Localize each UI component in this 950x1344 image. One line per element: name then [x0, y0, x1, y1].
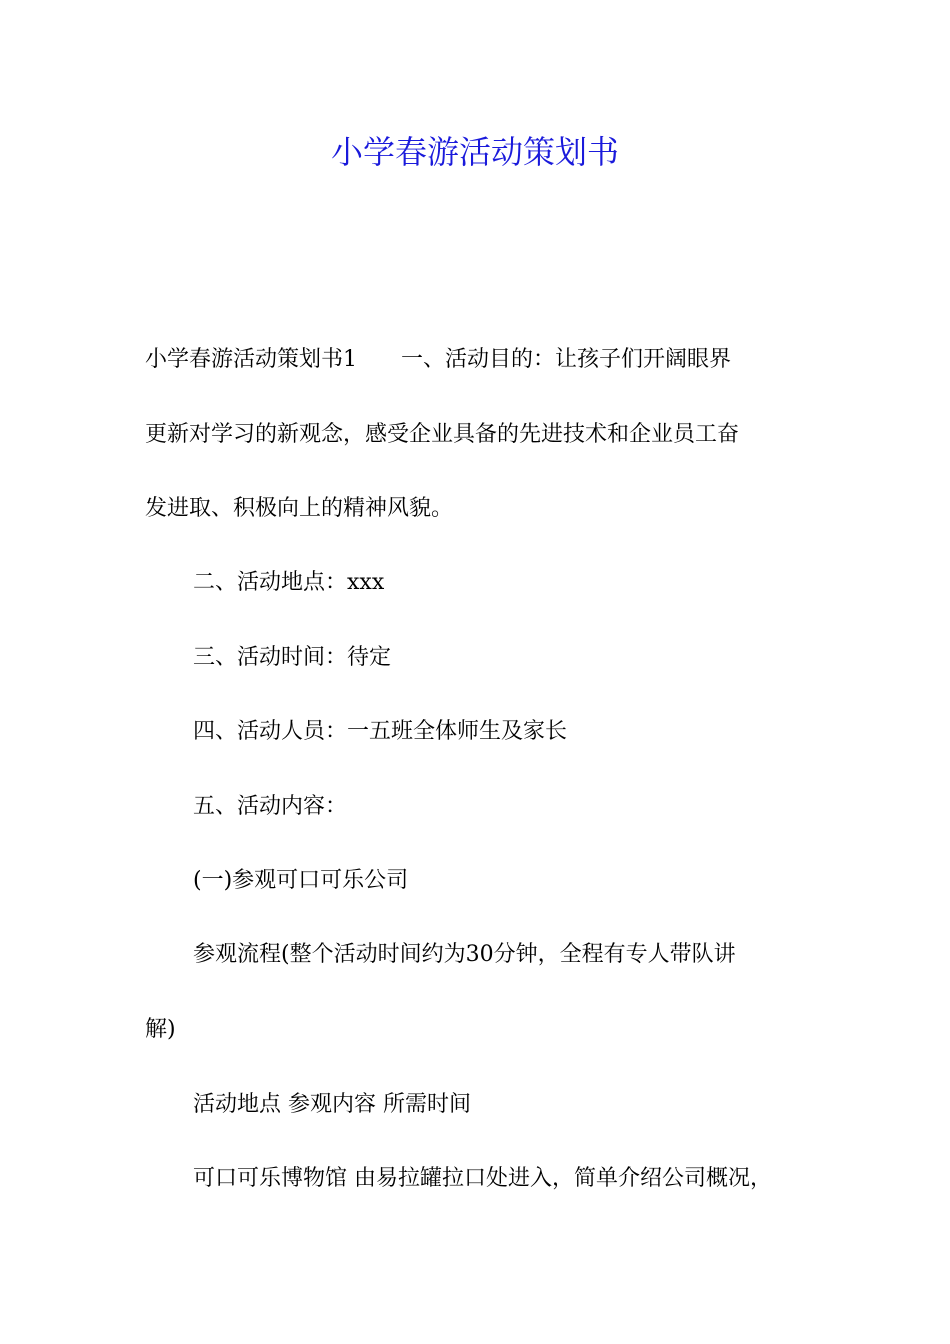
flow-line-1: 参观流程(整个活动时间约为30分钟，全程有专人带队讲: [193, 942, 736, 967]
paragraph-line-1: [145, 343, 815, 377]
flow-line-2: 解): [145, 1017, 176, 1042]
paragraph-line-2: 更新对学习的新观念，感受企业具备的先进技术和企业员工奋: [145, 422, 740, 447]
item-content: 五、活动内容：: [193, 794, 348, 819]
paragraph-line-3: 发进取、积极向上的精神风貌。: [145, 496, 454, 521]
item-time: 三、活动时间：待定: [193, 645, 392, 670]
item-location: 二、活动地点：xxx: [193, 570, 385, 595]
inline-heading: 小学春游活动策划书1: [145, 347, 357, 372]
document-title: 小学春游活动策划书: [330, 133, 619, 171]
purpose-start: 一、活动目的：让孩子们开阔眼界: [401, 347, 732, 372]
table-row-1: 可口可乐博物馆 由易拉罐拉口处进入，简单介绍公司概况，: [193, 1166, 772, 1191]
sub-item-visit: (一)参观可口可乐公司: [193, 868, 409, 893]
item-participants: 四、活动人员：一五班全体师生及家长: [193, 719, 568, 744]
table-header-line: 活动地点 参观内容 所需时间: [193, 1092, 471, 1117]
